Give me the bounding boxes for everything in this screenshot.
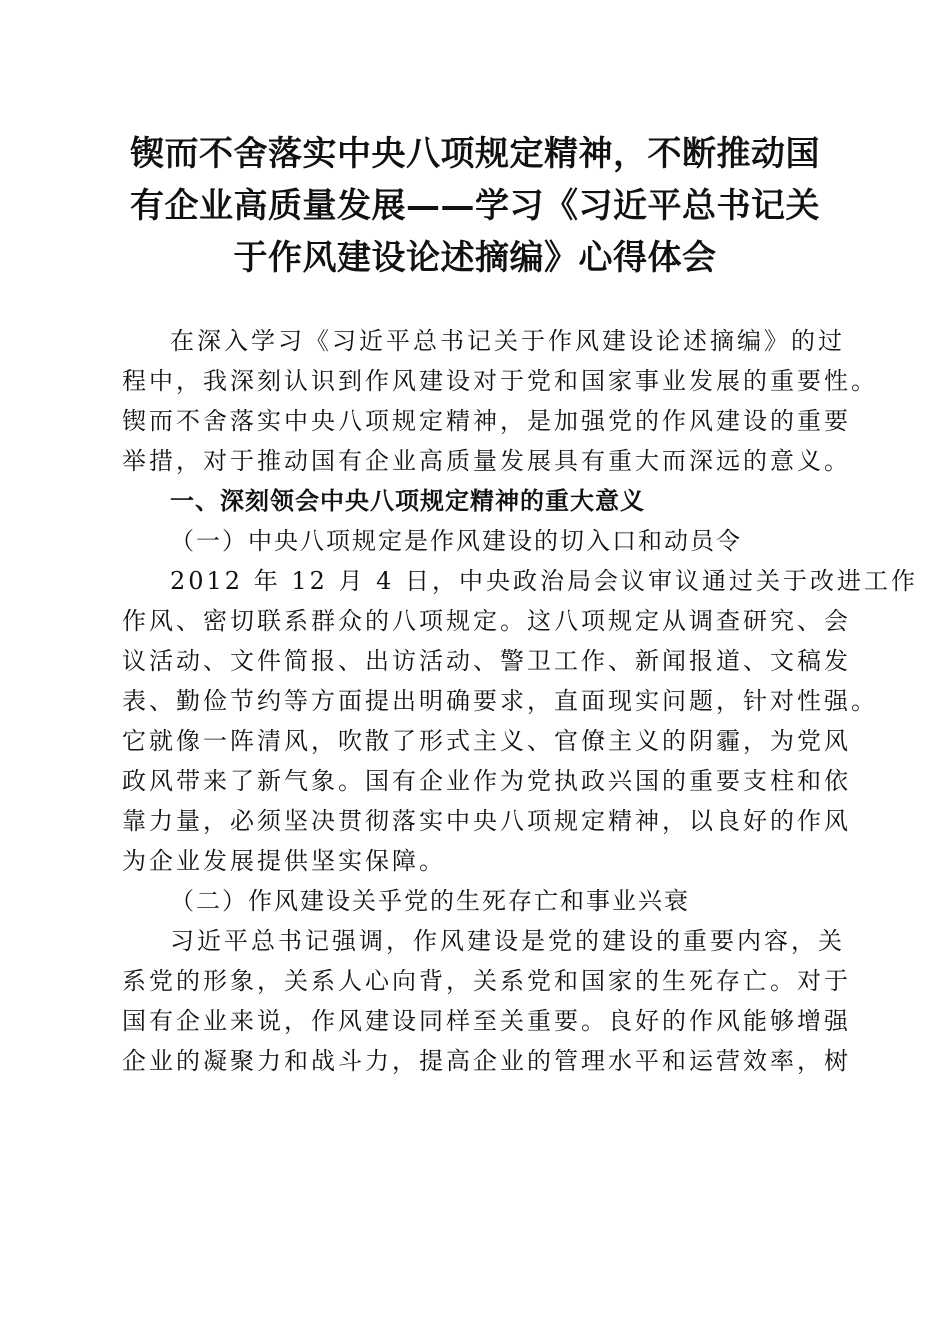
paragraph-line: 在深入学习《习近平总书记关于作风建设论述摘编》的过	[170, 327, 845, 355]
paragraph-line: 企业的凝聚力和战斗力，提高企业的管理水平和运营效率，树	[122, 1047, 851, 1075]
subsection-heading: （二）作风建设关乎党的生死存亡和事业兴衰	[170, 887, 690, 915]
paragraph-line: 2012 年 12 月 4 日，中央政治局会议审议通过关于改进工作	[170, 567, 919, 595]
intro-paragraph	[122, 321, 878, 481]
document-body	[122, 321, 919, 1081]
title-line: 于作风建设论述摘编》心得体会	[233, 238, 717, 278]
paragraph-line: 国有企业来说，作风建设同样至关重要。良好的作风能够增强	[122, 1007, 851, 1035]
title-line: 有企业高质量发展——学习《习近平总书记关	[130, 186, 820, 226]
paragraph-line: 它就像一阵清风，吹散了形式主义、官僚主义的阴霾，为党风	[122, 727, 851, 755]
document-title	[100, 128, 850, 284]
subsection-paragraph	[122, 921, 851, 1081]
paragraph-line: 议活动、文件简报、出访活动、警卫工作、新闻报道、文稿发	[122, 647, 851, 675]
section-heading: 一、深刻领会中央八项规定精神的重大意义	[170, 487, 645, 515]
paragraph-line: 靠力量，必须坚决贯彻落实中央八项规定精神，以良好的作风	[122, 807, 851, 835]
subsection-paragraph	[122, 561, 919, 881]
paragraph-line: 程中，我深刻认识到作风建设对于党和国家事业发展的重要性。	[122, 367, 878, 395]
paragraph-line: 系党的形象，关系人心向背，关系党和国家的生死存亡。对于	[122, 967, 851, 995]
paragraph-line: 锲而不舍落实中央八项规定精神，是加强党的作风建设的重要	[122, 407, 851, 435]
paragraph-line: 习近平总书记强调，作风建设是党的建设的重要内容，关	[170, 927, 845, 955]
title-line: 锲而不舍落实中央八项规定精神，不断推动国	[130, 134, 820, 174]
paragraph-line: 为企业发展提供坚实保障。	[122, 847, 446, 875]
paragraph-line: 举措，对于推动国有企业高质量发展具有重大而深远的意义。	[122, 447, 851, 475]
paragraph-line: 作风、密切联系群众的八项规定。这八项规定从调查研究、会	[122, 607, 851, 635]
paragraph-line: 政风带来了新气象。国有企业作为党执政兴国的重要支柱和依	[122, 767, 851, 795]
paragraph-line: 表、勤俭节约等方面提出明确要求，直面现实问题，针对性强。	[122, 687, 878, 715]
subsection-heading: （一）中央八项规定是作风建设的切入口和动员令	[170, 527, 742, 555]
